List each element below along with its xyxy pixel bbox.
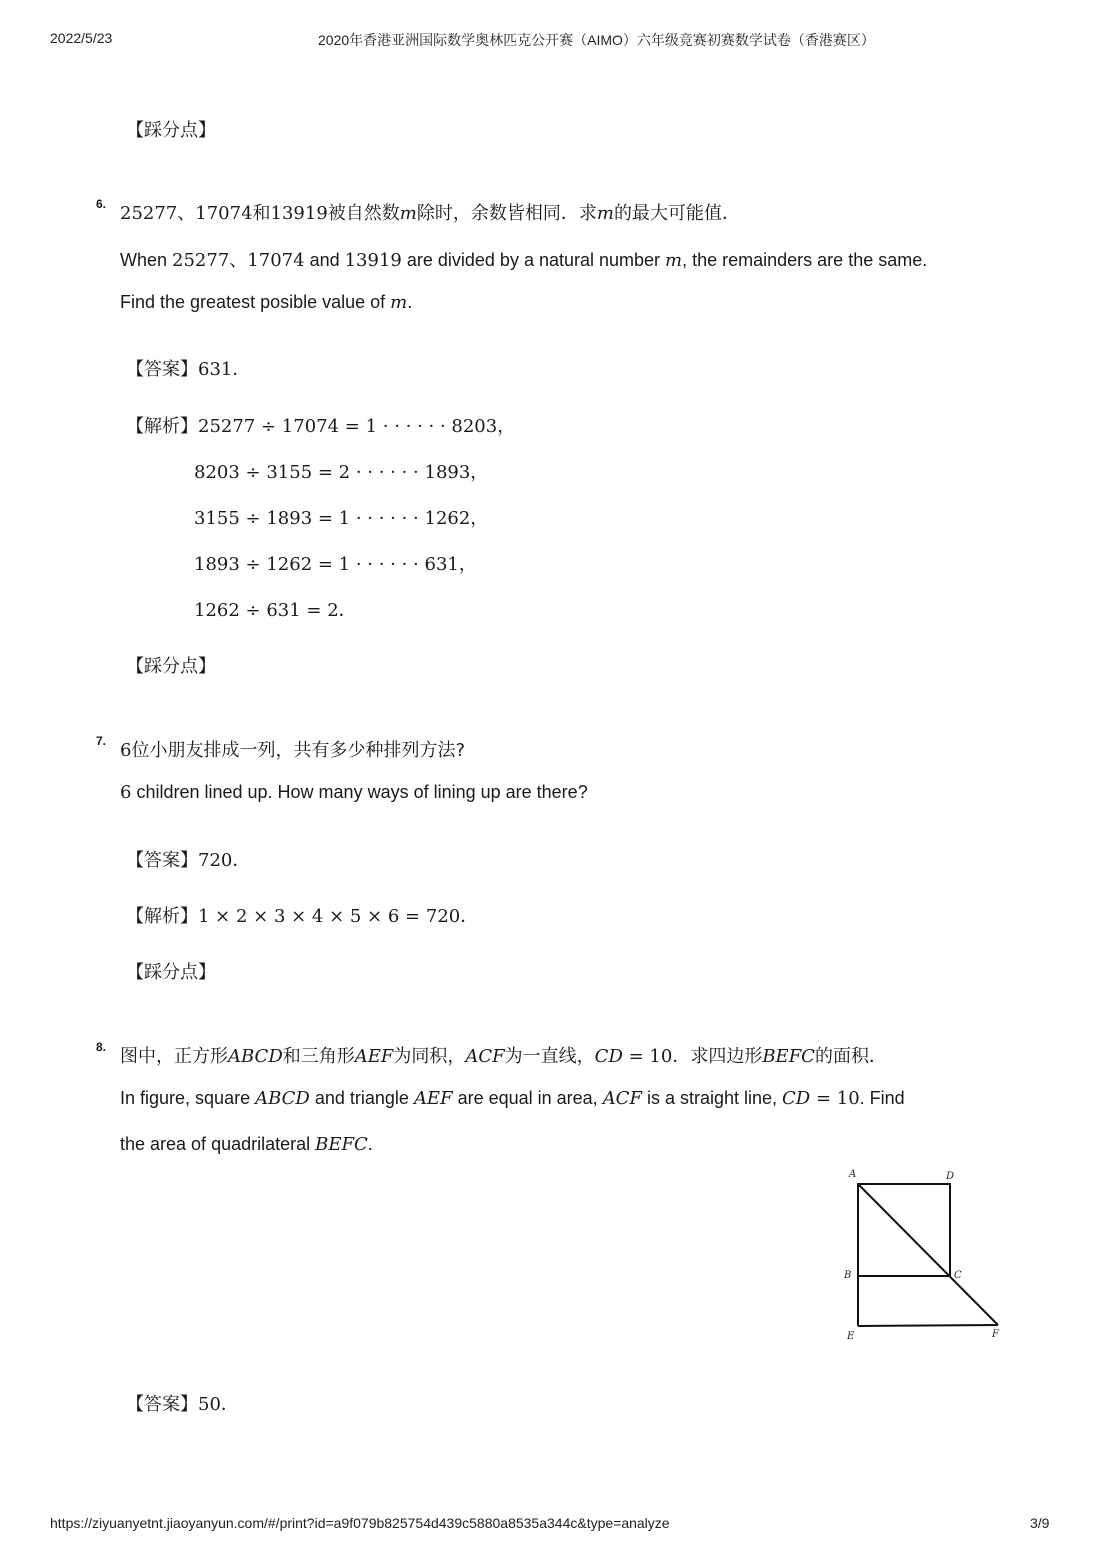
q8-chinese-text: 图中，正方形ABCD和三角形AEF为同积，ACF为一直线，CD = 10．求四边形BEFC的面积．	[120, 1046, 887, 1067]
answer-label: 【答案】	[126, 850, 198, 871]
answer-label: 【答案】	[126, 359, 198, 380]
q6-answer	[126, 355, 250, 381]
analysis-step: 1 × 2 × 3 × 4 × 5 × 6 = 720．	[198, 906, 479, 927]
line-acf	[858, 1184, 998, 1325]
segment-ef	[858, 1325, 998, 1326]
question-number-6: 6.	[96, 197, 107, 211]
answer-label: 【答案】	[126, 1394, 198, 1415]
analysis-step: 25277 ÷ 17074 = 1 · · · · · · 8203，	[198, 416, 516, 437]
q8-answer	[126, 1390, 239, 1416]
point-label-e: E	[847, 1331, 855, 1342]
point-label-b: B	[844, 1270, 852, 1281]
question-number-7: 7.	[96, 734, 107, 748]
q8-english-line-2: the area of quadrilateral BEFC.	[120, 1134, 373, 1155]
point-label-a: A	[849, 1169, 857, 1180]
answer-value: 631．	[198, 359, 251, 380]
analysis-step: 3155 ÷ 1893 = 1 · · · · · · 1262，	[194, 508, 489, 529]
analysis-step: 1893 ÷ 1262 = 1 · · · · · · 631，	[194, 554, 477, 575]
document-title: 2020年香港亚洲国际数学奥林匹克公开赛（AIMO）六年级竞赛初赛数学试卷（香港赛区）	[318, 32, 875, 48]
q6-english-line-2: Find the greatest posible value of m.	[120, 292, 413, 313]
question-number-8: 8.	[96, 1040, 107, 1054]
score-label-q6: 【踩分点】	[126, 656, 216, 677]
answer-value: 720．	[198, 850, 251, 871]
q7-analysis	[126, 902, 478, 928]
answer-value: 50．	[198, 1394, 239, 1415]
q6-english-line-1: When 25277、17074 and 13919 are divided by a natural number m, the remainders are the same.	[120, 250, 928, 271]
q6-chinese-text: 25277、17074和13919被自然数m除时，余数皆相同．求m的最大可能值．	[120, 203, 740, 224]
point-label-d: D	[946, 1171, 955, 1182]
analysis-label: 【解析】	[126, 906, 198, 927]
point-label-f: F	[992, 1329, 999, 1340]
q7-english-text: 6 children lined up. How many ways of lining up are there?	[120, 782, 588, 803]
analysis-step: 8203 ÷ 3155 = 2 · · · · · · 1893，	[194, 462, 489, 483]
page-url: https://ziyuanyetnt.jiaoyanyun.com/#/print?id=a9f079b825754d439c5880a8535a344c&type=analyze	[50, 1515, 670, 1531]
q8-english-line-1: In figure, square ABCD and triangle AEF are equal in area, ACF is a straight line, CD = 10. Find	[120, 1088, 905, 1109]
analysis-step: 1262 ÷ 631 = 2．	[194, 600, 357, 621]
page-number: 3/9	[1030, 1515, 1050, 1531]
score-label-q7: 【踩分点】	[126, 962, 216, 983]
q7-answer	[126, 846, 250, 872]
point-label-c: C	[954, 1270, 962, 1281]
score-label-q5: 【踩分点】	[126, 120, 216, 141]
analysis-label: 【解析】	[126, 416, 198, 437]
geometry-figure	[836, 1162, 1016, 1352]
q7-chinese-text: 6位小朋友排成一列，共有多少种排列方法?	[120, 740, 466, 761]
q6-analysis	[126, 412, 515, 438]
print-date: 2022/5/23	[50, 30, 113, 46]
